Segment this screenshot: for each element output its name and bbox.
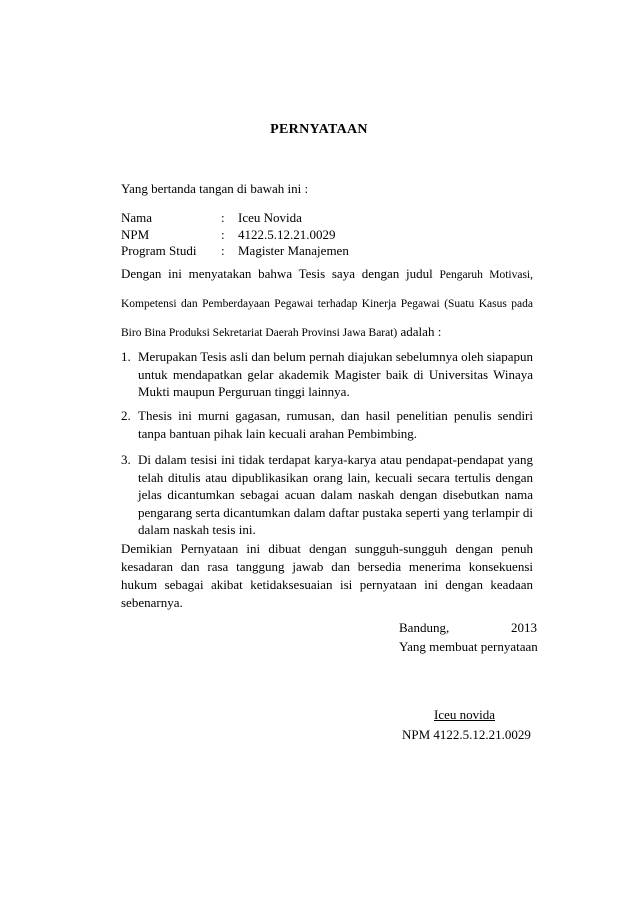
- identity-block: [121, 210, 349, 260]
- intro-text: Yang bertanda tangan di bawah ini :: [121, 181, 309, 196]
- identity-colon: :: [221, 226, 225, 242]
- signature-name: Iceu novida: [434, 707, 496, 722]
- list-text: Thesis ini murni gagasan, rumusan, dan hasil penelitian penulis sendiri tanpa bantuan pihak lain kecuali arahan Pembimbing.: [138, 408, 533, 441]
- signature-npm: NPM 4122.5.12.21.0029: [402, 727, 531, 742]
- signature-place-date: [399, 620, 537, 636]
- identity-label: Nama: [121, 210, 153, 225]
- statement-list: [121, 451, 533, 539]
- list-item: [121, 407, 533, 442]
- statement-lead: Dengan ini menyatakan bahwa Tesis saya dengan judul: [121, 266, 440, 281]
- statement-list: [121, 407, 533, 442]
- statement-paragraph: [121, 260, 533, 347]
- identity-colon: :: [221, 210, 225, 225]
- list-item: [121, 451, 533, 539]
- identity-colon: :: [221, 243, 225, 258]
- signature-year: 2013: [511, 620, 537, 635]
- statement-list: [121, 348, 533, 401]
- list-text: Di dalam tesisi ini tidak terdapat karya-karya atau pendapat-pendapat yang telah ditulis atau dipublikasikan orang lain, kecuali secara tertulis dengan jelas dicantumkan sebagai acuan dalam naskah dengan disebutkan nama pengarang serta dicantumkan dalam daftar pustaka seperti yang terlampir di dalam naskah tesis ini.: [138, 452, 533, 537]
- document-title: PERNYATAAN: [270, 122, 368, 137]
- list-number: 1.: [121, 349, 131, 364]
- list-text: Merupakan Tesis asli dan belum pernah diajukan sebelumnya oleh siapapun untuk mendapatkan gelar akademik Magister baik di Universitas Winaya Mukti maupun Perguruan tinggi lainnya.: [138, 349, 533, 399]
- statement-tail: adalah :: [397, 324, 442, 339]
- identity-value: Iceu Novida: [238, 210, 302, 225]
- signature-maker: Yang membuat pernyataan: [399, 639, 538, 654]
- identity-label: NPM: [121, 226, 150, 242]
- list-item: [121, 348, 533, 401]
- signature-place: Bandung,: [399, 620, 450, 635]
- identity-value: Magister Manajemen: [238, 243, 349, 258]
- thesis-title: Pengaruh Motivasi, Kompetensi dan Pemberdayaan Pegawai terhadap Kinerja Pegawai (Suatu Kasus pada Biro Bina Produksi Sekretariat Daerah Provinsi Jawa Barat): [121, 269, 533, 339]
- identity-row-name: [121, 210, 349, 227]
- identity-value: 4122.5.12.21.0029: [238, 226, 336, 242]
- identity-row-program: [121, 243, 349, 260]
- list-number: 2.: [121, 408, 131, 423]
- identity-label: Program Studi: [121, 243, 197, 258]
- identity-row-npm: [121, 227, 349, 244]
- list-number: 3.: [121, 452, 131, 467]
- closing-paragraph: Demikian Pernyataan ini dibuat dengan sungguh-sungguh dengan penuh kesadaran dan rasa tanggung jawab dan bersedia menerima konsekuensi hukum sebagai akibat ketidaksesuaian isi pernyataan ini dengan keadaan sebenarnya.: [121, 541, 533, 610]
